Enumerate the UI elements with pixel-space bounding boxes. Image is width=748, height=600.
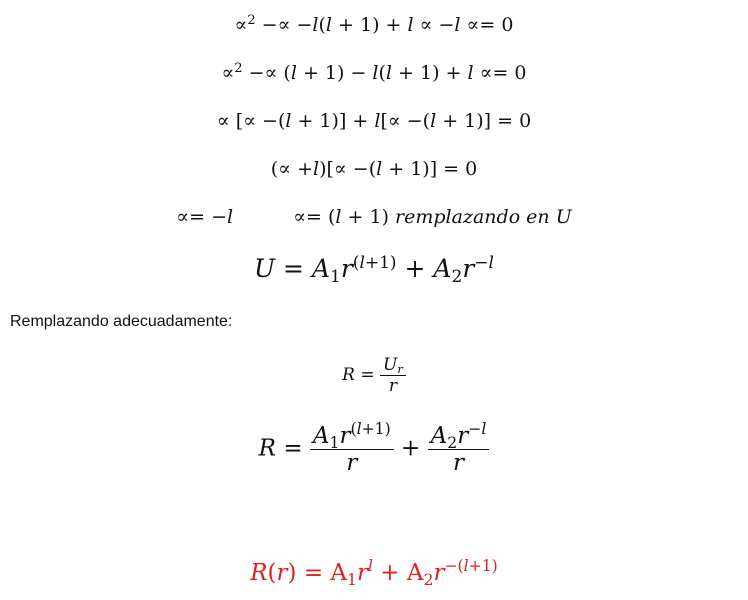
fraction-ur-over-r: $\frac{U_r}{r}$ — [380, 355, 406, 396]
equation-4: (∝ +l)[∝ −(l + 1)] = 0 — [270, 158, 478, 180]
equation-5-roots — [0, 206, 748, 228]
root-2: ∝= (l + 1) — [293, 206, 389, 228]
remplazando-text: Remplazando adecuadamente: — [10, 313, 233, 330]
fraction-term-1: $\frac{A_1r^{(l+1)}}{r}$ — [310, 423, 394, 476]
equation-1: ∝$^2$ −∝ −l(l + 1) + l ∝ −l ∝= 0 — [234, 12, 514, 36]
root-1: ∝= −l — [176, 206, 234, 228]
equation-2: ∝$^2$ −∝ (l + 1) − l(l + 1) + l ∝= 0 — [221, 60, 527, 84]
equation-3: ∝ [∝ −(l + 1)] + l[∝ −(l + 1)] = 0 — [216, 110, 532, 132]
equation-6-u: $U = A_1r^{(l+1)} + A_2r^{-l}$ — [254, 252, 494, 288]
equation-10-result: $R(r) = A_1r^l + A_2r^{-(l+1)}$ — [250, 556, 498, 589]
equation-8-r-def: R = $\frac{U_r}{r}$ — [0, 355, 748, 396]
equation-9-r-expanded: R = $\frac{A_1r^{(l+1)}}{r}$ + $\frac{A_2r^{-l}}{r}$ — [0, 423, 748, 476]
remplazando-en-u: remplazando en U — [395, 206, 572, 228]
fraction-term-2: $\frac{A_2r^{-l}}{r}$ — [428, 423, 490, 476]
